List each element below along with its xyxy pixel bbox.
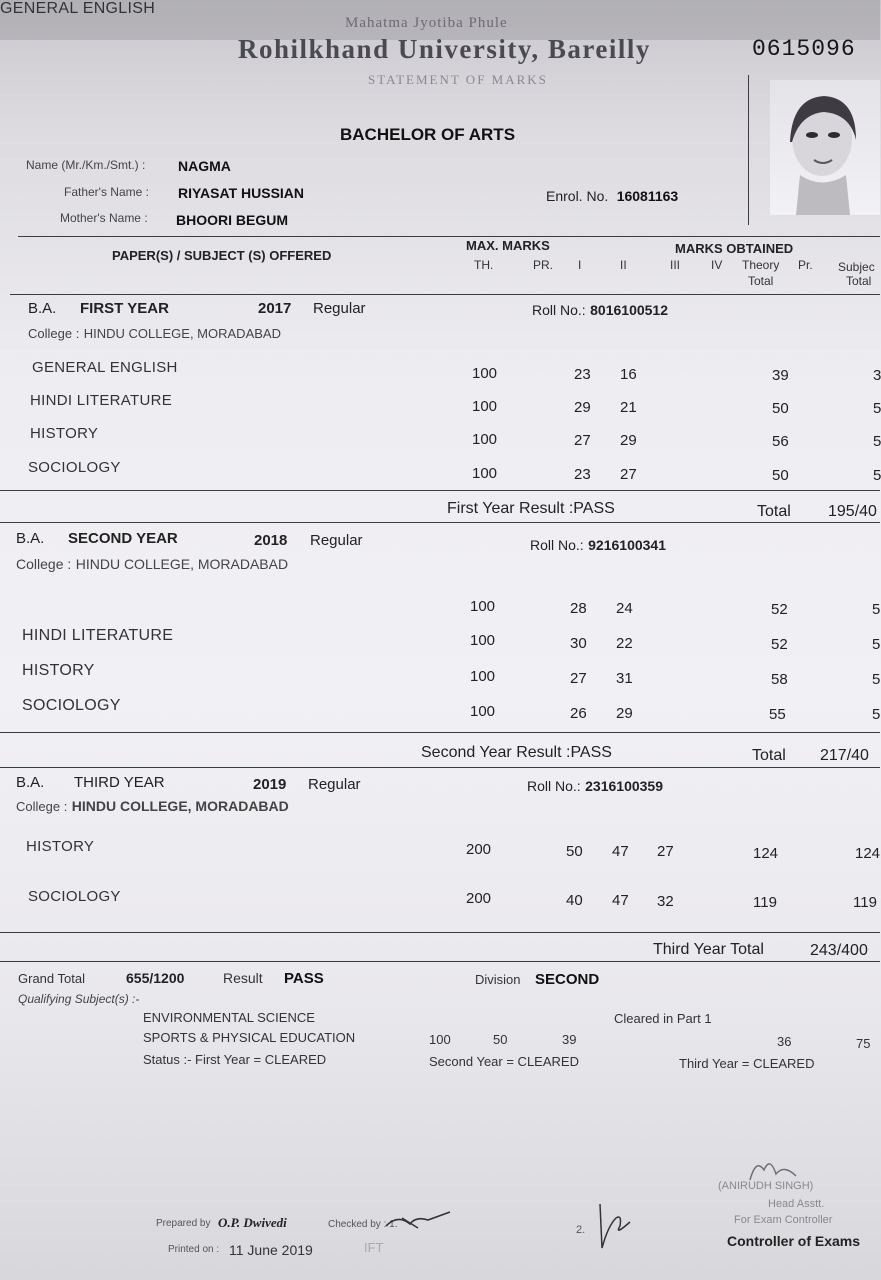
qualifying-label: Qualifying Subject(s) :- bbox=[18, 992, 140, 1006]
subject-name: GENERAL ENGLISH bbox=[32, 359, 178, 376]
paper-1-marks: 26 bbox=[570, 705, 587, 722]
printed-code: IFT bbox=[364, 1240, 384, 1255]
enrol-label: Enrol. No. bbox=[546, 188, 609, 204]
col-theory-total: Total bbox=[748, 274, 774, 288]
first-year-status: Status :- First Year = CLEARED bbox=[143, 1052, 327, 1067]
paper-1-marks: 23 bbox=[574, 366, 591, 383]
prepared-by: O.P. Dwivedi bbox=[218, 1215, 287, 1230]
signatory-name: (ANIRUDH SINGH) bbox=[718, 1180, 814, 1192]
theory-total: 55 bbox=[769, 706, 786, 723]
roll-number: 9216100341 bbox=[588, 537, 667, 553]
photo-border bbox=[748, 75, 749, 225]
paper-2-marks: 21 bbox=[620, 399, 637, 416]
third-year-total: 243/400 bbox=[810, 942, 868, 959]
subject-name: GENERAL ENGLISH bbox=[0, 0, 156, 17]
env-science-status: Cleared in Part 1 bbox=[614, 1011, 712, 1026]
course-label: B.A. bbox=[16, 774, 45, 791]
father-name: RIYASAT HUSSIAN bbox=[178, 185, 305, 201]
subject-total: 5 bbox=[872, 636, 881, 653]
max-marks: 100 bbox=[472, 365, 498, 382]
subject-total: 5 bbox=[872, 706, 881, 723]
section-rule bbox=[0, 490, 880, 491]
col-subject: Subjec bbox=[838, 260, 875, 274]
subject-total: 5 bbox=[873, 433, 881, 450]
theory-total: 124 bbox=[753, 845, 779, 862]
final-result: PASS bbox=[284, 970, 324, 987]
paper-3-marks: 32 bbox=[657, 893, 674, 910]
roll-number: 8016100512 bbox=[590, 302, 669, 318]
max-marks: 100 bbox=[470, 703, 496, 720]
checker-signature-mark bbox=[382, 1206, 452, 1232]
paper-2-marks: 31 bbox=[616, 670, 633, 687]
session-year: 2018 bbox=[254, 532, 288, 549]
result-value: PASS bbox=[570, 744, 612, 761]
max-marks: 200 bbox=[466, 890, 492, 907]
degree-title: BACHELOR OF ARTS bbox=[340, 125, 516, 144]
section-rule bbox=[0, 932, 880, 933]
theory-total: 39 bbox=[772, 367, 789, 384]
subject-total: 124 bbox=[855, 845, 881, 862]
paper-1-marks: 40 bbox=[566, 892, 583, 909]
course-label: B.A. bbox=[28, 300, 57, 317]
col-theory: Theory bbox=[742, 258, 780, 272]
paper-2-marks: 27 bbox=[620, 466, 637, 483]
mother-name: BHOORI BEGUM bbox=[176, 212, 288, 228]
father-label: Father's Name : bbox=[64, 185, 149, 199]
college-name: HINDU COLLEGE, MORADABAD bbox=[71, 798, 289, 814]
theory-total: 119 bbox=[753, 894, 777, 911]
printed-label: Printed on : bbox=[168, 1244, 220, 1255]
result-label: Result bbox=[223, 970, 263, 986]
total-label: Total bbox=[752, 747, 786, 764]
paper-1-marks: 28 bbox=[570, 600, 587, 617]
checked-label: Checked by : 1. bbox=[328, 1219, 398, 1230]
col-i: I bbox=[578, 258, 582, 272]
result-label: First Year Result : bbox=[447, 500, 574, 517]
session-mode: Regular bbox=[313, 300, 366, 317]
signatory-for: For Exam Controller bbox=[734, 1214, 833, 1226]
student-photo bbox=[770, 80, 880, 215]
signatory-title: Head Asstt. bbox=[768, 1198, 825, 1210]
university-name: Rohilkhand University, Bareilly bbox=[238, 34, 651, 64]
second-year-result bbox=[421, 744, 612, 762]
paper-1-marks: 50 bbox=[566, 843, 583, 860]
session-mode: Regular bbox=[310, 532, 363, 549]
col-pr2: Pr. bbox=[798, 258, 813, 272]
col-pr: PR. bbox=[533, 258, 554, 272]
result-label: Second Year Result : bbox=[421, 744, 571, 761]
paper-2-marks: 22 bbox=[616, 635, 633, 652]
college-block bbox=[16, 556, 288, 574]
roll-block bbox=[530, 537, 666, 555]
prepared-label: Prepared by bbox=[156, 1218, 211, 1229]
session-mode: Regular bbox=[308, 776, 361, 793]
grand-total-label: Grand Total bbox=[18, 971, 85, 986]
theory-total: 56 bbox=[772, 433, 789, 450]
section-rule bbox=[0, 767, 880, 768]
second-year-status: Second Year = CLEARED bbox=[429, 1054, 579, 1069]
statement-title: STATEMENT OF MARKS bbox=[368, 72, 548, 87]
max-marks: 200 bbox=[466, 841, 492, 858]
subject-total: 5 bbox=[872, 601, 881, 618]
student-photo-image bbox=[770, 80, 880, 215]
mother-label: Mother's Name : bbox=[60, 211, 148, 225]
paper-1-marks: 27 bbox=[570, 670, 587, 687]
year-total: 195/40 bbox=[828, 503, 877, 520]
subject-name: HINDI LITERATURE bbox=[22, 627, 174, 644]
paper-1-marks: 30 bbox=[570, 635, 587, 652]
roll-block bbox=[527, 778, 663, 796]
checked-2-label: 2. bbox=[576, 1224, 586, 1236]
roll-number: 2316100359 bbox=[585, 778, 664, 794]
max-marks: 100 bbox=[470, 668, 496, 685]
division-value: SECOND bbox=[535, 971, 600, 988]
paper-1-marks: 27 bbox=[574, 432, 591, 449]
first-year-result bbox=[447, 500, 615, 518]
enrol-block bbox=[546, 188, 678, 206]
max-marks: 100 bbox=[472, 398, 498, 415]
name-label: Name (Mr./Km./Smt.) : bbox=[26, 158, 146, 172]
student-name: NAGMA bbox=[178, 158, 231, 174]
college-name: HINDU COLLEGE, MORADABAD bbox=[75, 556, 289, 572]
sports-marks-a: 39 bbox=[562, 1032, 577, 1047]
subject-total: 5 bbox=[873, 467, 881, 484]
col-max-marks: MAX. MARKS bbox=[466, 238, 550, 253]
max-marks: 100 bbox=[472, 431, 498, 448]
year-label: FIRST YEAR bbox=[80, 300, 169, 317]
col-marks-obtained: MARKS OBTAINED bbox=[675, 241, 794, 256]
theory-total: 58 bbox=[771, 671, 788, 688]
table-header-rule bbox=[10, 294, 880, 295]
theory-total: 50 bbox=[772, 400, 789, 417]
grand-total: 655/1200 bbox=[126, 970, 185, 986]
roll-block bbox=[532, 302, 668, 320]
subject-name: HISTORY bbox=[22, 662, 95, 679]
subject-total: 3 bbox=[873, 367, 881, 384]
sports-min: 50 bbox=[493, 1032, 508, 1047]
paper-1-marks: 23 bbox=[574, 466, 591, 483]
division-label: Division bbox=[475, 972, 521, 987]
college-label: College : bbox=[16, 556, 72, 572]
section-rule bbox=[0, 732, 880, 733]
controller-of-exams: Controller of Exams bbox=[727, 1233, 861, 1249]
sports-marks-b: 36 bbox=[777, 1034, 792, 1049]
roll-label: Roll No.: bbox=[530, 537, 584, 553]
college-block bbox=[16, 798, 289, 816]
enrol-number: 16081163 bbox=[616, 188, 679, 204]
sports-max: 100 bbox=[429, 1032, 451, 1047]
serial-number: 0615096 bbox=[752, 36, 856, 62]
subject-name: SOCIOLOGY bbox=[22, 697, 121, 714]
year-total: 217/40 bbox=[820, 747, 869, 764]
session-year: 2017 bbox=[258, 300, 292, 317]
max-marks: 100 bbox=[470, 598, 496, 615]
college-name: HINDU COLLEGE, MORADABAD bbox=[83, 326, 281, 341]
college-block bbox=[28, 325, 281, 343]
total-label: Total bbox=[757, 503, 791, 520]
paper-2-marks: 16 bbox=[620, 366, 637, 383]
subject-total: 119 bbox=[853, 894, 877, 911]
theory-total: 50 bbox=[772, 467, 789, 484]
col-th: TH. bbox=[474, 258, 494, 272]
printed-date: 11 June 2019 bbox=[229, 1242, 313, 1258]
col-ii: II bbox=[620, 258, 627, 272]
sports-marks-c: 75 bbox=[856, 1036, 871, 1051]
roll-label: Roll No.: bbox=[527, 778, 581, 794]
max-marks: 100 bbox=[472, 465, 498, 482]
year-label: THIRD YEAR bbox=[74, 774, 165, 791]
roll-label: Roll No.: bbox=[532, 302, 586, 318]
col-iii: III bbox=[670, 258, 681, 272]
year-label: SECOND YEAR bbox=[68, 530, 178, 547]
second-checker-signature bbox=[590, 1196, 636, 1256]
paper-2-marks: 29 bbox=[620, 432, 637, 449]
subject-name: SOCIOLOGY bbox=[28, 888, 121, 905]
third-year-total-label: Third Year Total bbox=[653, 941, 764, 958]
col-subject-total: Total bbox=[846, 274, 872, 288]
subject-name: HINDI LITERATURE bbox=[30, 392, 173, 409]
college-label: College : bbox=[28, 326, 80, 341]
course-label: B.A. bbox=[16, 530, 45, 547]
university-top-line: Mahatma Jyotiba Phule bbox=[345, 15, 508, 31]
env-science-subject: ENVIRONMENTAL SCIENCE bbox=[143, 1010, 315, 1025]
subject-name: HISTORY bbox=[30, 425, 99, 442]
theory-total: 52 bbox=[771, 601, 788, 618]
section-rule bbox=[0, 522, 880, 523]
subject-name: HISTORY bbox=[26, 838, 95, 855]
college-label: College : bbox=[16, 799, 68, 814]
max-marks: 100 bbox=[470, 632, 496, 649]
paper-1-marks: 29 bbox=[574, 399, 591, 416]
subject-total: 5 bbox=[872, 671, 881, 688]
theory-total: 52 bbox=[771, 636, 788, 653]
subject-total: 5 bbox=[873, 400, 881, 417]
col-papers: PAPER(S) / SUBJECT (S) OFFERED bbox=[112, 248, 332, 263]
paper-2-marks: 24 bbox=[616, 600, 633, 617]
paper-2-marks: 47 bbox=[612, 843, 629, 860]
section-rule bbox=[0, 961, 880, 962]
session-year: 2019 bbox=[253, 776, 287, 793]
subject-name: SOCIOLOGY bbox=[28, 459, 121, 476]
table-top-rule bbox=[18, 236, 880, 237]
paper-3-marks: 27 bbox=[657, 843, 674, 860]
col-iv: IV bbox=[711, 258, 723, 272]
sports-subject: SPORTS & PHYSICAL EDUCATION bbox=[143, 1030, 356, 1045]
third-year-status: Third Year = CLEARED bbox=[679, 1056, 815, 1071]
paper-2-marks: 47 bbox=[612, 892, 629, 909]
result-value: PASS bbox=[573, 500, 615, 517]
paper-2-marks: 29 bbox=[616, 705, 633, 722]
